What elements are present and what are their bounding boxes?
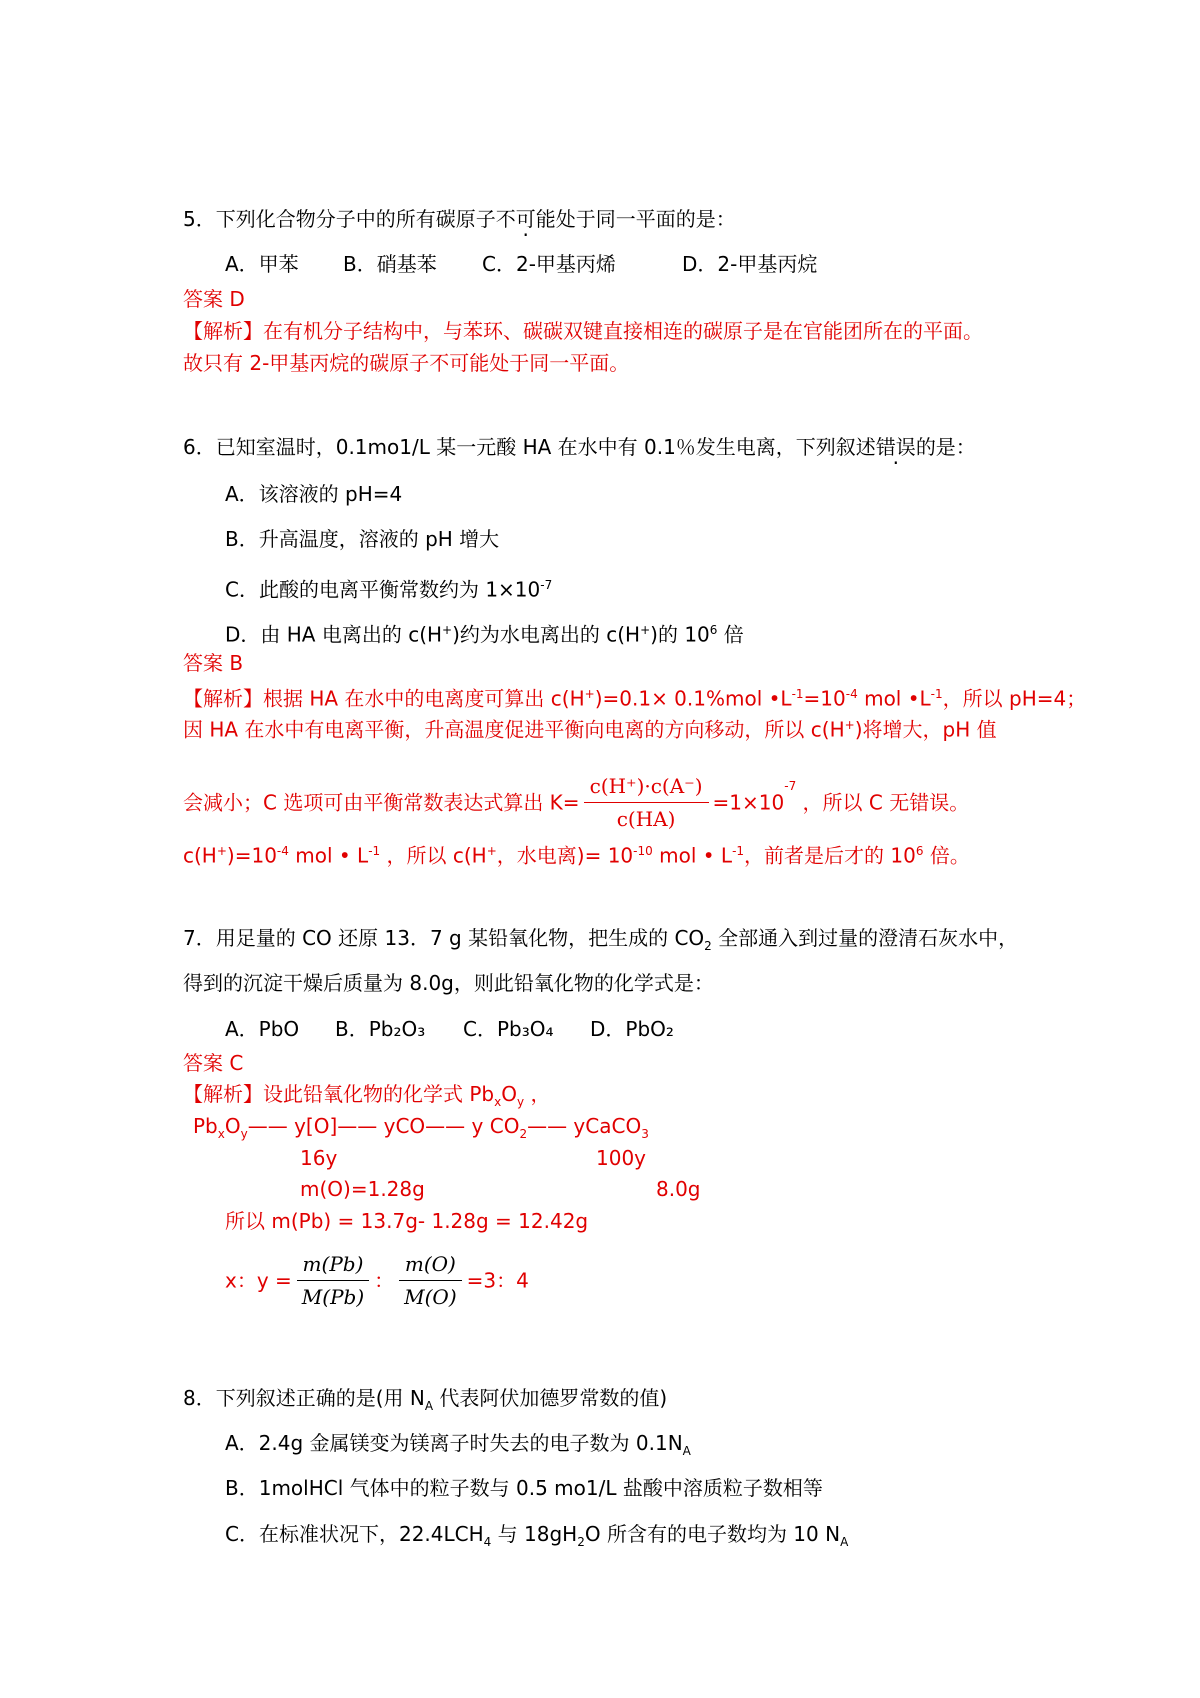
q6-e3-b: =1×10 [712,790,785,815]
q7-row1-left: 16y [300,1146,338,1170]
q5-stem-b: 处于同一平面的是： [555,207,736,231]
q7-reaction-chain [193,1113,649,1147]
a-sub: A [424,1399,434,1413]
q7-chain-b: O [224,1114,241,1138]
q6-e4-d: ，所以 c(H [380,843,487,868]
minus7-sup: -7 [784,779,797,793]
pb-denominator: M(Pb) [301,1285,365,1309]
minus1-sup: -1 [930,687,943,701]
q6-e3-c: ，所以 C 无错误。 [796,790,970,815]
q7-chain-a: Pb [193,1114,218,1138]
q6-e1-b: )=0.1× 0.1%mol •L [594,686,792,711]
minus4-sup: -4 [845,687,858,701]
q7-ratio-a: x：y = [225,1268,292,1293]
q7-answer: 答案 C [183,1051,244,1075]
q6-answer: 答案 B [183,651,244,675]
plus-sup: + [486,844,497,858]
six-sup: 6 [915,844,924,858]
q7-e1-a: 【解析】设此铅氧化物的化学式 Pb [183,1082,495,1106]
q7-stem-1 [183,925,1018,959]
q6-option-d-sup: 6 [709,623,718,637]
q6-option-a: A．该溶液的 pH=4 [225,482,403,506]
q6-e4-f: mol • L [652,843,733,868]
k-numerator: c(H⁺)·c(A⁻) [584,774,709,803]
q7-mass-pb: 所以 m(Pb) = 13.7g- 1.28g = 12.42g [225,1209,589,1233]
pb-numerator: m(Pb) [297,1252,370,1281]
q6-option-d-b: )约为水电离出的 c(H [452,622,641,647]
q7-row2-right: 8.0g [656,1177,701,1201]
q6-e4-c: mol • L [288,843,369,868]
q8-stem-a: 8．下列叙述正确的是(用 N [183,1386,425,1410]
q7-l1-a: 7．用足量的 CO 还原 13．7 g 某铅氧化物，把生成的 CO [183,926,705,950]
q7-colon: ： [374,1268,395,1293]
three-sub: 3 [641,1127,649,1141]
k-expression-fraction [584,774,709,831]
pb-mole-fraction [296,1252,370,1309]
q6-option-d-d: 倍 [717,622,744,647]
q6-stem-b: 的是： [915,435,976,459]
q7-chain-d: —— yCaCO [527,1114,642,1138]
q8-option-c-c: O 所含有的电子数均为 10 N [584,1522,841,1546]
q6-option-c [225,572,552,603]
plus-sup: + [584,687,595,701]
q6-e1-a: 【解析】根据 HA 在水中的电离度可算出 c(H [183,686,585,711]
q6-e4-a: c(H [183,843,217,868]
plus-sup: + [640,623,651,637]
q6-e4-b: )=10 [226,843,277,868]
y-sub: y [516,1095,525,1109]
q6-e1-c: =10 [803,686,846,711]
q5-explanation-1: 【解析】在有机分子结构中，与苯环、碳碳双键直接相连的碳原子是在官能团所在的平面。 [183,319,983,343]
q8-stem-b: 代表阿伏加德罗常数的值) [433,1386,668,1410]
o-numerator: m(O) [399,1252,462,1281]
four-sub: 4 [483,1535,492,1549]
q6-option-d-a: D．由 HA 电离出的 c(H [225,622,443,647]
minus10-sup: -10 [633,844,653,858]
q6-e2-a: 因 HA 在水中有电离平衡，升高温度促进平衡向电离的方向移动，所以 c(H [183,717,845,742]
q7-e1-c: ， [524,1082,551,1106]
q6-explanation-4 [183,838,970,869]
a-sub: A [682,1444,691,1458]
minus1-sup: -1 [732,844,745,858]
q6-explanation-1 [183,681,1086,712]
q6-stem-emphasis: 错误 [875,435,916,459]
two-sub: 2 [704,939,712,953]
q5-stem-a: 5．下列化合物分子中的所有碳原子 [183,207,496,231]
q6-e4-e: ，水电离)= 10 [496,843,634,868]
q5-stem-emphasis: 不可能 [495,207,556,231]
q5-option-a: A．甲苯 [225,252,299,276]
q6-option-c-text: C．此酸的电离平衡常数约为 1×10 [225,577,541,602]
q7-l1-b: 全部通入到过量的澄清石灰水中， [711,926,1019,950]
q8-option-a [225,1430,691,1464]
minus1-sup: -1 [791,687,804,701]
q7-option-c: C．Pb₃O₄ [463,1017,554,1041]
q6-explanation-3 [183,758,969,831]
q7-option-d: D．PbO₂ [590,1017,674,1041]
q7-explanation-1 [183,1081,550,1115]
q5-option-c: C．2-甲基丙烯 [482,252,616,276]
o-denominator: M(O) [404,1285,457,1309]
q8-option-c-a: C．在标准状况下，22.4LCH [225,1522,484,1546]
q7-option-a: A．PbO [225,1017,300,1041]
minus4-sup: -4 [276,844,289,858]
q8-option-c-b: 与 18gH [491,1522,578,1546]
q6-option-c-sup: -7 [540,578,553,592]
q5-answer: 答案 D [183,287,245,311]
two-sub: 2 [577,1535,585,1549]
q6-option-d [225,617,744,648]
minus1-sup: -1 [368,844,381,858]
q5-option-b: B．硝基苯 [343,252,437,276]
k-denominator: c(HA) [616,807,676,831]
a-sub: A [840,1535,849,1549]
q6-e4-g: ，前者是后才的 10 [744,843,916,868]
q8-option-c [225,1521,848,1555]
q7-option-b: B．Pb₂O₃ [335,1017,426,1041]
q6-e2-b: )将增大，pH 值 [854,717,997,742]
q7-stem-2: 得到的沉淀干燥后质量为 8.0g，则此铅氧化物的化学式是： [183,971,714,995]
q7-ratio-b: =3：4 [466,1268,529,1293]
y-sub: y [240,1127,248,1141]
q7-row2-left: m(O)=1.28g [300,1177,425,1201]
two-sub: 2 [519,1127,528,1141]
plus-sup: + [216,844,227,858]
q6-explanation-2 [183,712,997,743]
q7-row1-right: 100y [596,1146,647,1170]
q6-option-d-c: )的 10 [650,622,710,647]
x-sub: x [494,1095,502,1109]
q6-e1-e: ，所以 pH=4； [942,686,1087,711]
q6-option-b: B．升高温度，溶液的 pH 增大 [225,527,500,551]
plus-sup: + [844,718,855,732]
q5-explanation-2: 故只有 2-甲基丙烷的碳原子不可能处于同一平面。 [183,351,630,375]
q7-e1-b: O [501,1082,517,1106]
q6-stem-a: 6．已知室温时，0.1mo1/L 某一元酸 HA 在水中有 0.1％发生电离，下列叙述 [183,435,876,459]
q6-stem [183,434,976,460]
q5-option-d: D．2-甲基丙烷 [682,252,818,276]
q6-e4-h: 倍。 [923,843,970,868]
o-mole-fraction [398,1252,462,1309]
x-sub: x [217,1127,225,1141]
q5-stem [183,206,736,232]
plus-sup: + [442,623,453,637]
q7-chain-c: —— y[O]—— yCO—— y CO [247,1114,520,1138]
q8-option-a-text: A．2.4g 金属镁变为镁离子时失去的电子数为 0.1N [225,1431,683,1455]
q7-ratio [225,1248,529,1312]
q8-option-b: B．1molHCl 气体中的粒子数与 0.5 mo1/L 盐酸中溶质粒子数相等 [225,1476,823,1500]
q6-e3-a: 会减小；C 选项可由平衡常数表达式算出 K= [183,790,580,815]
q8-stem [183,1385,667,1419]
q6-e1-d: mol •L [857,686,931,711]
